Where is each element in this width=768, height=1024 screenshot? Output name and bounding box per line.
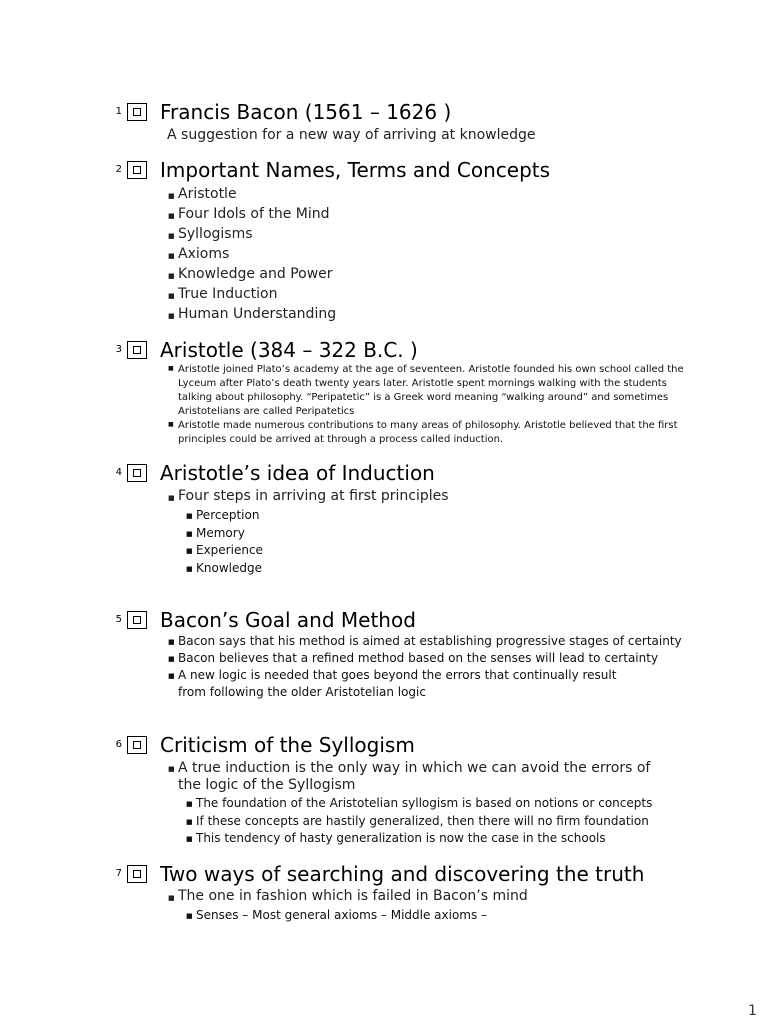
bullet-icon: ■ xyxy=(186,817,193,826)
slide-title: Aristotle (384 – 322 B.C. ) xyxy=(160,338,418,362)
list-item: ■ Aristotle xyxy=(168,184,336,204)
slide-title: Two ways of searching and discovering the truth xyxy=(160,862,645,886)
bullet-icon: ■ xyxy=(168,655,175,663)
bullet-list xyxy=(168,486,449,506)
bullet-list xyxy=(168,363,688,447)
list-item: ■ Perception xyxy=(186,507,263,525)
list-item: ■ Four Idols of the Mind xyxy=(168,204,336,224)
slide-checkbox-icon[interactable] xyxy=(127,103,147,121)
bullet-icon: ■ xyxy=(168,212,175,220)
slide-number: 7 xyxy=(115,868,122,879)
slide-checkbox-icon[interactable] xyxy=(127,161,147,179)
sub-bullet-list xyxy=(186,795,652,848)
list-item: ■ Knowledge and Power xyxy=(168,264,336,284)
slide-number: 1 xyxy=(115,106,122,117)
bullet-icon: ■ xyxy=(168,192,175,200)
list-item: ■ Axioms xyxy=(168,244,336,264)
bullet-icon: ■ xyxy=(168,421,174,428)
slide-subtitle: A suggestion for a new way of arriving at knowledge xyxy=(167,127,536,143)
list-item: ■ Experience xyxy=(186,542,263,560)
list-item: ■ Aristotle joined Plato’s academy at the age of seventeen. Aristotle founded his own school called the Lyceum after Plato’s death twenty years later. Aristotle spent mornings walking with the students talking about philosophy. “Peripatetic” is a Greek word meaning “walking around” and sometimes Aristotelians are called Peripatetics xyxy=(168,364,684,417)
slide-number: 4 xyxy=(115,467,122,478)
slide-title: Francis Bacon (1561 – 1626 ) xyxy=(160,100,452,124)
list-item: ■ Bacon says that his method is aimed at establishing progressive stages of certainty xyxy=(168,633,668,650)
slide-title: Bacon’s Goal and Method xyxy=(160,608,416,632)
bullet-icon: ■ xyxy=(168,672,175,680)
list-item: ■ If these concepts are hastily generalized, then there will no firm foundation xyxy=(186,813,652,831)
bullet-icon: ■ xyxy=(168,232,175,240)
bullet-icon: ■ xyxy=(186,835,193,843)
list-item: ■ True Induction xyxy=(168,284,336,304)
slide-checkbox-icon[interactable] xyxy=(127,464,147,482)
list-item: ■ Bacon believes that a refined method based on the senses will lead to certainty xyxy=(168,650,668,667)
bullet-icon: ■ xyxy=(186,564,193,573)
slide-checkbox-icon[interactable] xyxy=(127,341,147,359)
slide-checkbox-icon[interactable] xyxy=(127,611,147,629)
slide-number: 3 xyxy=(115,344,122,355)
bullet-icon: ■ xyxy=(168,494,175,502)
bullet-list xyxy=(168,633,682,701)
slide-title: Aristotle’s idea of Induction xyxy=(160,461,435,485)
slide-title: Criticism of the Syllogism xyxy=(160,733,415,757)
list-item: ■ A true induction is the only way in which we can avoid the errors of the logic of the Syllogism xyxy=(168,760,651,793)
list-item: ■ The foundation of the Aristotelian syllogism is based on notions or concepts xyxy=(186,795,652,813)
bullet-icon: ■ xyxy=(168,272,175,280)
bullet-icon: ■ xyxy=(168,292,175,300)
bullet-icon: ■ xyxy=(186,529,193,538)
list-item: ■ Knowledge xyxy=(186,560,263,578)
slide-checkbox-icon[interactable] xyxy=(127,736,147,754)
list-item: ■ The one in fashion which is failed in Bacon’s mind xyxy=(168,886,528,906)
list-item: ■ Syllogisms xyxy=(168,224,336,244)
page-number: 1 xyxy=(748,1003,757,1019)
bullet-icon: ■ xyxy=(186,512,193,520)
bullet-icon: ■ xyxy=(186,800,193,808)
sub-bullet-list xyxy=(186,907,487,925)
bullet-icon: ■ xyxy=(168,252,175,260)
bullet-list xyxy=(168,184,336,324)
slide-number: 5 xyxy=(115,614,122,625)
bullet-icon: ■ xyxy=(168,365,174,372)
list-item: ■ Senses – Most general axioms – Middle axioms – xyxy=(186,907,487,925)
slide-title: Important Names, Terms and Concepts xyxy=(160,158,551,182)
bullet-icon: ■ xyxy=(168,765,175,773)
bullet-icon: ■ xyxy=(168,894,175,902)
slide-checkbox-icon[interactable] xyxy=(127,865,147,883)
bullet-list xyxy=(168,760,668,794)
bullet-icon: ■ xyxy=(168,312,175,320)
bullet-icon: ■ xyxy=(186,547,193,555)
bullet-icon: ■ xyxy=(168,638,175,646)
list-item: ■ Aristotle made numerous contributions to many areas of philosophy. Aristotle believed that the first principles could be arrived at through a process called induction. xyxy=(168,420,678,445)
sub-bullet-list xyxy=(186,507,263,577)
bullet-icon: ■ xyxy=(186,912,193,920)
list-item: ■ Human Understanding xyxy=(168,304,336,324)
list-item: ■ This tendency of hasty generalization is now the case in the schools xyxy=(186,830,652,848)
list-item: ■ A new logic is needed that goes beyond the errors that continually result from following the older Aristotelian logic xyxy=(168,668,617,699)
slide-number: 6 xyxy=(115,739,122,750)
list-item: ■ Four steps in arriving at first principles xyxy=(168,486,449,506)
slide-number: 2 xyxy=(115,164,122,175)
bullet-list xyxy=(168,886,528,906)
list-item: ■ Memory xyxy=(186,525,263,543)
